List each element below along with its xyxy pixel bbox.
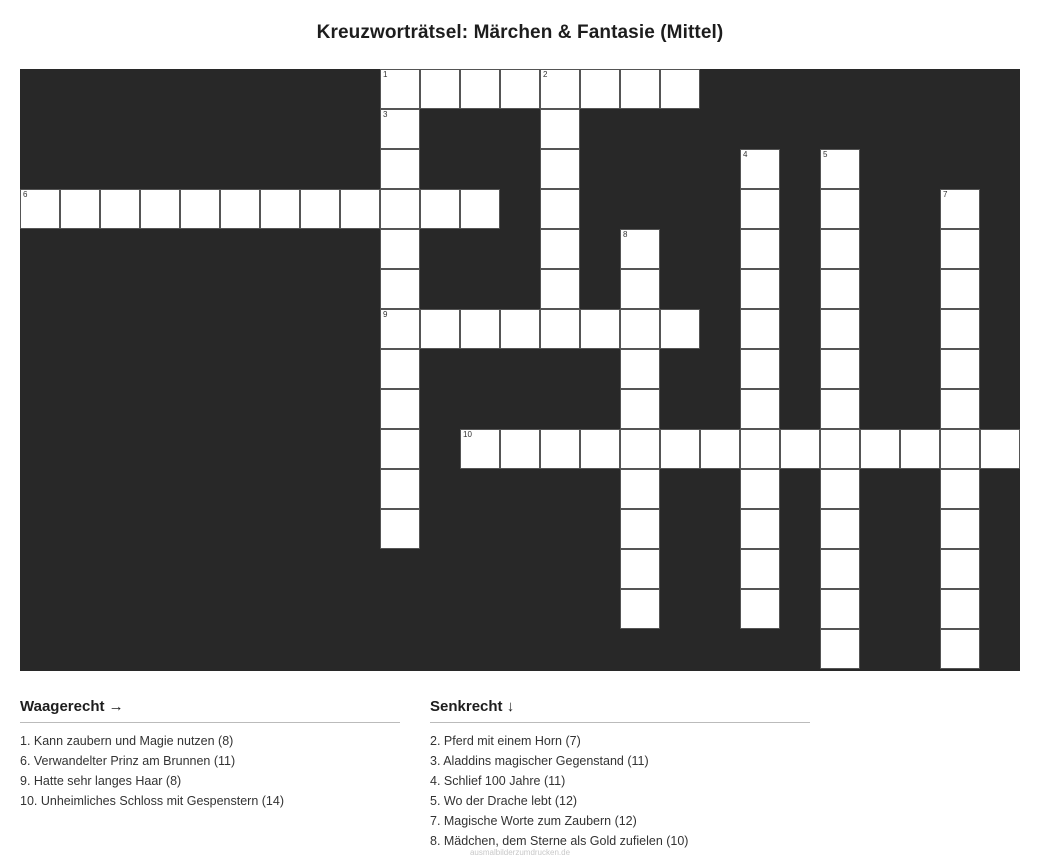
grid-cell[interactable] bbox=[940, 309, 980, 349]
grid-cell[interactable] bbox=[940, 269, 980, 309]
grid-cell[interactable] bbox=[820, 509, 860, 549]
grid-cell-number: 2 bbox=[543, 70, 548, 79]
grid-cell[interactable] bbox=[620, 469, 660, 509]
grid-cell-number: 8 bbox=[623, 230, 628, 239]
grid-cell[interactable] bbox=[620, 509, 660, 549]
grid-cell[interactable] bbox=[260, 189, 300, 229]
grid-cell[interactable] bbox=[780, 429, 820, 469]
grid-cell[interactable] bbox=[820, 229, 860, 269]
grid-cell[interactable] bbox=[380, 309, 420, 349]
page-title: Kreuzworträtsel: Märchen & Fantasie (Mittel) bbox=[316, 22, 724, 43]
grid-cell[interactable] bbox=[460, 189, 500, 229]
clues-across bbox=[20, 698, 400, 851]
grid-cell[interactable] bbox=[820, 589, 860, 629]
grid-cell[interactable] bbox=[940, 429, 980, 469]
grid-cell[interactable] bbox=[620, 549, 660, 589]
grid-cell[interactable] bbox=[420, 309, 460, 349]
grid-cell[interactable] bbox=[620, 229, 660, 269]
clue-item-across: 6. Verwandelter Prinz am Brunnen (11) bbox=[20, 754, 236, 768]
grid-cell[interactable] bbox=[380, 509, 420, 549]
grid-cell[interactable] bbox=[460, 69, 500, 109]
grid-cell[interactable] bbox=[380, 469, 420, 509]
grid-cell-number: 6 bbox=[23, 190, 28, 199]
clue-item-across: 9. Hatte sehr langes Haar (8) bbox=[20, 774, 182, 788]
grid-cell[interactable] bbox=[740, 269, 780, 309]
grid-cell[interactable] bbox=[940, 509, 980, 549]
clue-item-down: 3. Aladdins magischer Gegenstand (11) bbox=[430, 754, 649, 768]
grid-cell[interactable] bbox=[300, 189, 340, 229]
grid-cell[interactable] bbox=[820, 349, 860, 389]
grid-cell[interactable] bbox=[940, 189, 980, 229]
crossword-grid[interactable] bbox=[20, 69, 1020, 671]
grid-cell[interactable] bbox=[620, 349, 660, 389]
grid-cell[interactable] bbox=[820, 469, 860, 509]
grid-cell[interactable] bbox=[380, 349, 420, 389]
grid-cell[interactable] bbox=[860, 429, 900, 469]
grid-cell[interactable] bbox=[20, 189, 60, 229]
clues-down bbox=[430, 698, 810, 851]
grid-cell[interactable] bbox=[740, 229, 780, 269]
grid-cell[interactable] bbox=[820, 389, 860, 429]
grid-cell[interactable] bbox=[540, 229, 580, 269]
grid-cell[interactable] bbox=[460, 309, 500, 349]
grid-cell[interactable] bbox=[940, 229, 980, 269]
grid-cell[interactable] bbox=[940, 469, 980, 509]
grid-cell[interactable] bbox=[660, 69, 700, 109]
grid-cell[interactable] bbox=[580, 309, 620, 349]
grid-cell[interactable] bbox=[460, 429, 500, 469]
grid-cell[interactable] bbox=[380, 109, 420, 149]
grid-cell[interactable] bbox=[500, 69, 540, 109]
grid-cell[interactable] bbox=[140, 189, 180, 229]
grid-cell-number: 5 bbox=[823, 150, 828, 159]
grid-cell[interactable] bbox=[620, 589, 660, 629]
grid-cell[interactable] bbox=[820, 549, 860, 589]
grid-cell[interactable] bbox=[380, 429, 420, 469]
grid-cell[interactable] bbox=[980, 429, 1020, 469]
grid-cell[interactable] bbox=[380, 69, 420, 109]
clues-section bbox=[20, 698, 1020, 851]
grid-cell[interactable] bbox=[580, 69, 620, 109]
grid-cell-number: 1 bbox=[383, 70, 388, 79]
grid-cell[interactable] bbox=[100, 189, 140, 229]
grid-cell[interactable] bbox=[820, 629, 860, 669]
grid-cell[interactable] bbox=[380, 149, 420, 189]
grid-cell-number: 7 bbox=[943, 190, 948, 199]
grid-cell[interactable] bbox=[540, 69, 580, 109]
grid-cell[interactable] bbox=[540, 309, 580, 349]
grid-cell[interactable] bbox=[500, 429, 540, 469]
clue-item-down: 2. Pferd mit einem Horn (7) bbox=[430, 734, 581, 748]
clue-item-across: 10. Unheimliches Schloss mit Gespenstern (14) bbox=[20, 794, 285, 808]
grid-cell[interactable] bbox=[740, 469, 780, 509]
grid-cell-number: 4 bbox=[743, 150, 748, 159]
grid-cell[interactable] bbox=[500, 309, 540, 349]
grid-cell[interactable] bbox=[940, 629, 980, 669]
grid-cell[interactable] bbox=[740, 149, 780, 189]
grid-cell[interactable] bbox=[740, 189, 780, 229]
clues-down-heading: Senkrecht ↓ bbox=[430, 698, 810, 723]
grid-cell-number: 9 bbox=[383, 310, 388, 319]
clues-across-list bbox=[20, 731, 400, 811]
grid-cell[interactable] bbox=[940, 389, 980, 429]
grid-cell[interactable] bbox=[220, 189, 260, 229]
grid-cell[interactable] bbox=[620, 269, 660, 309]
grid-cell[interactable] bbox=[940, 549, 980, 589]
grid-cell[interactable] bbox=[820, 429, 860, 469]
clue-item-down: 8. Mädchen, dem Sterne als Gold zufielen (10) bbox=[430, 834, 689, 848]
grid-cell[interactable] bbox=[340, 189, 380, 229]
clues-down-list bbox=[430, 731, 810, 851]
clue-item-down: 4. Schlief 100 Jahre (11) bbox=[430, 774, 566, 788]
grid-cell[interactable] bbox=[940, 589, 980, 629]
grid-cell[interactable] bbox=[540, 429, 580, 469]
grid-cell[interactable] bbox=[940, 349, 980, 389]
footer-credit: ausmalbilderzumdrucken.de bbox=[469, 848, 571, 857]
grid-cell-number: 3 bbox=[383, 110, 388, 119]
grid-cell[interactable] bbox=[740, 429, 780, 469]
grid-cell[interactable] bbox=[740, 509, 780, 549]
grid-cell[interactable] bbox=[700, 429, 740, 469]
grid-cell[interactable] bbox=[580, 429, 620, 469]
grid-cell[interactable] bbox=[660, 309, 700, 349]
grid-cell[interactable] bbox=[540, 269, 580, 309]
grid-cell[interactable] bbox=[620, 429, 660, 469]
grid-cell[interactable] bbox=[420, 189, 460, 229]
grid-cell[interactable] bbox=[740, 589, 780, 629]
grid-cell[interactable] bbox=[620, 389, 660, 429]
grid-cell[interactable] bbox=[380, 229, 420, 269]
grid-cell[interactable] bbox=[820, 189, 860, 229]
clue-item-down: 5. Wo der Drache lebt (12) bbox=[430, 794, 578, 808]
grid-cell[interactable] bbox=[380, 269, 420, 309]
grid-cell[interactable] bbox=[660, 429, 700, 469]
grid-cell[interactable] bbox=[820, 149, 860, 189]
clues-across-heading: Waagerecht → bbox=[20, 698, 400, 723]
grid-cell[interactable] bbox=[620, 69, 660, 109]
grid-cell[interactable] bbox=[380, 189, 420, 229]
grid-cell[interactable] bbox=[540, 109, 580, 149]
grid-cell[interactable] bbox=[740, 389, 780, 429]
grid-cell[interactable] bbox=[420, 69, 460, 109]
grid-cell[interactable] bbox=[740, 549, 780, 589]
grid-cell[interactable] bbox=[60, 189, 100, 229]
grid-cell-number: 10 bbox=[463, 430, 472, 439]
clue-item-down: 7. Magische Worte zum Zaubern (12) bbox=[430, 814, 637, 828]
grid-cell[interactable] bbox=[820, 269, 860, 309]
grid-cell[interactable] bbox=[180, 189, 220, 229]
grid-cell[interactable] bbox=[740, 309, 780, 349]
grid-cell[interactable] bbox=[380, 389, 420, 429]
grid-cell[interactable] bbox=[740, 349, 780, 389]
clue-item-across: 1. Kann zaubern und Magie nutzen (8) bbox=[20, 734, 234, 748]
grid-cell[interactable] bbox=[900, 429, 940, 469]
grid-cell[interactable] bbox=[620, 309, 660, 349]
grid-cell[interactable] bbox=[540, 149, 580, 189]
grid-cell[interactable] bbox=[540, 189, 580, 229]
grid-cell[interactable] bbox=[820, 309, 860, 349]
